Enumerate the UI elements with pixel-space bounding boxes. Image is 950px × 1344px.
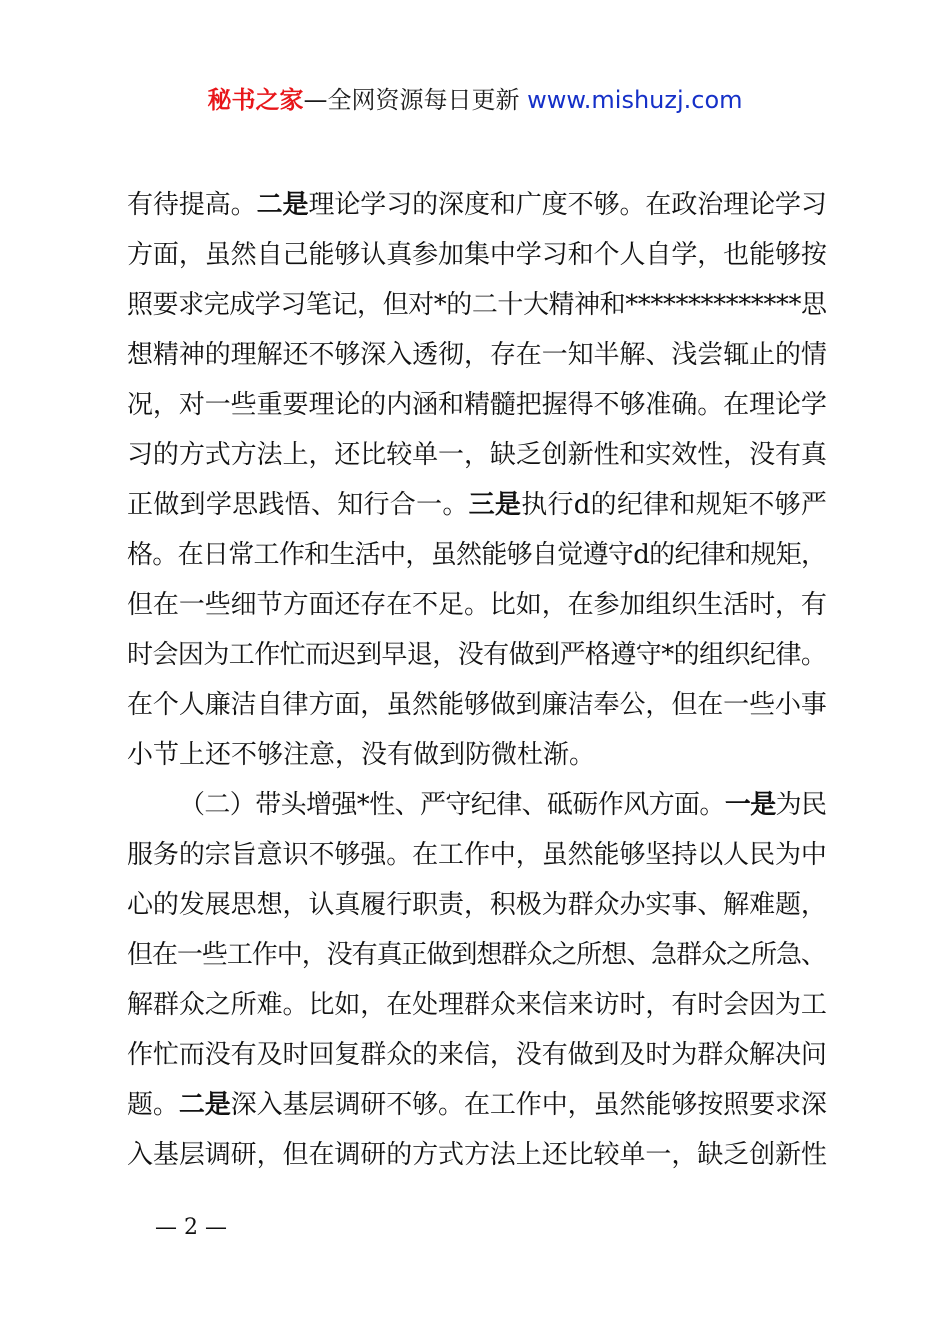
text-line — [127, 730, 827, 780]
brand-name: 秘书之家 — [207, 86, 304, 114]
text-segment: 在个人廉洁自律方面，虽然能够做到廉洁奉公，但在一些小事 — [127, 690, 827, 720]
text-line — [127, 930, 827, 980]
text-line — [127, 680, 827, 730]
text-segment: 深入基层调研不够。在工作中，虽然能够按照要求深 — [230, 1090, 827, 1120]
text-line — [127, 530, 827, 580]
text-line — [127, 630, 827, 680]
text-line — [127, 430, 827, 480]
text-line — [127, 980, 827, 1030]
text-line — [127, 280, 827, 330]
text-segment: 习的方式方法上，还比较单一，缺乏创新性和实效性，没有真 — [127, 440, 827, 470]
text-line — [127, 230, 827, 280]
text-line — [127, 480, 827, 530]
text-segment: 理论学习的深度和广度不够。在政治理论学习 — [308, 190, 827, 220]
text-line — [127, 880, 827, 930]
emphasis-text: 一是 — [724, 790, 776, 820]
text-line — [127, 830, 827, 880]
site-url[interactable]: www.mishuzj.com — [527, 86, 743, 114]
text-segment: 作忙而没有及时回复群众的来信，没有做到及时为群众解决问 — [127, 1040, 827, 1070]
text-segment: （二）带头增强*性、严守纪律、砥砺作风方面。 — [179, 790, 725, 820]
text-line — [127, 180, 827, 230]
site-banner — [0, 80, 950, 115]
text-segment: 服务的宗旨意识不够强。在工作中，虽然能够坚持以人民为中 — [127, 840, 827, 870]
emphasis-text: 三是 — [468, 490, 522, 520]
text-segment: 格。在日常工作和生活中，虽然能够自觉遵守d的纪律和规矩， — [127, 540, 827, 570]
text-line — [127, 1030, 827, 1080]
emphasis-text: 二是 — [256, 190, 309, 220]
text-segment: 想精神的理解还不够深入透彻，存在一知半解、浅尝辄止的情 — [127, 340, 827, 370]
text-segment: 执行d的纪律和规矩不够严 — [521, 490, 828, 520]
text-segment: 方面，虽然自己能够认真参加集中学习和个人自学，也能够按 — [127, 240, 827, 270]
text-segment: 时会因为工作忙而迟到早退，没有做到严格遵守*的组织纪律。 — [127, 640, 827, 670]
text-segment: 题。 — [127, 1090, 179, 1120]
text-line — [127, 1080, 827, 1130]
text-line — [127, 780, 827, 830]
emphasis-text: 二是 — [178, 1090, 231, 1120]
text-segment: 解群众之所难。比如，在处理群众来信来访时，有时会因为工 — [127, 990, 827, 1020]
text-segment: 照要求完成学习笔记，但对*的二十大精神和**************思 — [127, 290, 827, 320]
document-body — [127, 180, 827, 1180]
text-line — [127, 330, 827, 380]
text-line — [127, 580, 827, 630]
text-segment: 有待提高。 — [127, 190, 257, 220]
text-segment: 心的发展思想，认真履行职责，积极为群众办实事、解难题， — [127, 890, 827, 920]
text-line — [127, 380, 827, 430]
text-segment: 入基层调研，但在调研的方式方法上还比较单一，缺乏创新性 — [127, 1140, 827, 1170]
text-segment: 况，对一些重要理论的内涵和精髓把握得不够准确。在理论学 — [127, 390, 827, 420]
page-number: — 2 — — [155, 1215, 227, 1240]
text-segment: 小节上还不够注意，没有做到防微杜渐。 — [127, 740, 596, 770]
text-segment: 但在一些细节方面还存在不足。比如，在参加组织生活时，有 — [127, 590, 827, 620]
text-segment: 为民 — [775, 790, 827, 820]
banner-tagline: —全网资源每日更新 — [303, 86, 528, 114]
text-line — [127, 1130, 827, 1180]
text-segment: 正做到学思践悟、知行合一。 — [127, 490, 469, 520]
text-segment: 但在一些工作中，没有真正做到想群众之所想、急群众之所急、 — [127, 940, 826, 970]
